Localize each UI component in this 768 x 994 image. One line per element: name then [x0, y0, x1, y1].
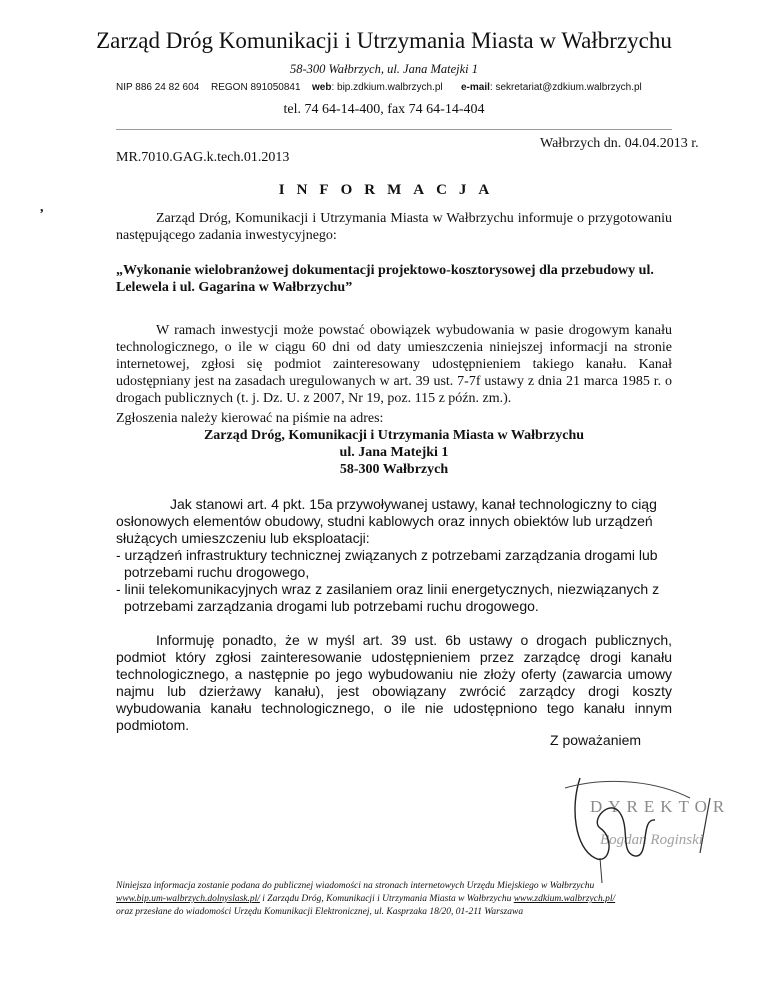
footer-line-3: oraz przesłane do wiadomości Urzędu Komunikacji Elektronicznej, ul. Kasprzaka 18/20, 01-211 Warszawa	[116, 907, 524, 917]
submission-instruction: Zgłoszenia należy kierować na piśmie na adres:	[116, 411, 384, 426]
web-address: web: bip.zdkium.walbrzych.pl	[312, 82, 443, 93]
email-label: e-mail	[461, 82, 490, 93]
definition-lead: Jak stanowi art. 4 pkt. 15a przywoływanej ustawy, kanał technologiczny to ciąg osłonowych elementów obudowy, studni kablowych oraz innych obiektów lub urządzeń służących umieszczeniu lub eksploatacji:	[116, 496, 657, 546]
email-value: sekretariat@zdkium.walbrzych.pl	[495, 82, 642, 93]
footer-line-2	[116, 893, 716, 906]
footer-link-zdkium[interactable]: www.zdkium.walbrzych.pl/	[513, 894, 616, 904]
definition-item-1	[116, 547, 672, 581]
definition-paragraph	[116, 496, 672, 615]
email-address: e-mail: sekretariat@zdkium.walbrzych.pl	[461, 82, 642, 93]
regon-number: REGON 891050841	[211, 82, 301, 93]
definition-item-1-line-a: - urządzeń infrastruktury technicznej związanych z potrzebami zarządzania drogami lub	[116, 547, 658, 563]
intro-paragraph: Zarząd Dróg, Komunikacji i Utrzymania Miasta w Wałbrzychu informuje o przygotowaniu następującego zadania inwestycyjnego:	[116, 211, 672, 243]
definition-item-1-line-b: potrzebami ruchu drogowego,	[124, 564, 310, 580]
margin-mark: ,	[40, 200, 44, 215]
project-title: „Wykonanie wielobranżowej dokumentacji projektowo-kosztorysowej dla przebudowy ul. Lelewela i ul. Gagarina w Wałbrzychu”	[116, 263, 654, 295]
footer-link-um[interactable]: www.bip.um-walbrzych.dolnyslask.pl/	[116, 894, 260, 904]
footer-line-1: Niniejsza informacja zostanie podana do publicznej wiadomości na stronach internetowych Urzędu Miejskiego w Wałbrzychu	[116, 881, 595, 891]
organization-address: 58-300 Wałbrzych, ul. Jana Matejki 1	[289, 62, 479, 76]
organization-title: Zarząd Dróg Komunikacji i Utrzymania Miasta w Wałbrzychu	[96, 28, 672, 53]
recipient-street: ul. Jana Matejki 1	[339, 445, 449, 460]
obligation-paragraph: W ramach inwestycji może powstać obowiązek wybudowania w pasie drogowym kanału technologicznego, o ile w ciągu 60 dni od daty umieszczenia niniejszej informacji na stronie internetowej, zgłosi się podmiot zainteresowany udostępnieniem takiego kanału. Kanał udostępniany jest na zasadach uregulowanych w art. 39 ust. 7-7f ustawy z dnia 21 marca 1985 r. o drogach publicznych (t. j. Dz. U. z 2007, Nr 19, poz. 115 z późn. zm.).	[116, 323, 672, 406]
definition-item-2	[116, 581, 672, 615]
definition-item-2-line-a: - linii telekomunikacyjnych wraz z zasilaniem oraz linii energetycznych, niezwiązanych z	[116, 581, 660, 597]
phone-fax: tel. 74 64-14-400, fax 74 64-14-404	[283, 102, 485, 117]
definition-item-2-line-b: potrzebami zarządzania drogami lub potrzebami ruchu drogowego.	[124, 598, 539, 614]
web-value: bip.zdkium.walbrzych.pl	[337, 82, 443, 93]
footer-mid-text: i Zarządu Dróg, Komunikacji i Utrzymania Miasta w Wałbrzychu	[259, 894, 514, 904]
city-date: Wałbrzych dn. 04.04.2013 r.	[540, 136, 699, 151]
reference-number: MR.7010.GAG.k.tech.01.2013	[116, 150, 290, 165]
signature-stroke	[565, 781, 690, 798]
web-label: web	[312, 82, 332, 93]
stamp-name: Bogdan Roginski	[600, 832, 703, 848]
signature-stamp	[540, 758, 740, 888]
recipient-city: 58-300 Wałbrzych	[339, 462, 449, 477]
closing-greeting: Z poważaniem	[550, 732, 642, 748]
document-heading: INFORMACJA	[278, 182, 502, 198]
recipient-name: Zarząd Dróg, Komunikacji i Utrzymania Miasta w Wałbrzychu	[203, 428, 585, 443]
stamp-title: DYREKTOR	[590, 797, 731, 816]
footer-note	[116, 880, 716, 919]
header-divider	[116, 129, 672, 130]
nip-number: NIP 886 24 82 604	[116, 82, 200, 93]
cost-obligation-paragraph: Informuję ponadto, że w myśl art. 39 ust. 6b ustawy o drogach publicznych, podmiot który zgłosi zainteresowanie udostępnieniem przez zarządcę drogi kanału technologicznego, a następnie po jego wybudowaniu nie złoży oferty (zawarcia umowy najmu lub dzierżawy kanału), jest obowiązany zwrócić zarządcy drogi koszty wybudowania kanału technologicznego, o ile nie udostępniono tego kanału innym podmiotom.	[116, 632, 672, 733]
